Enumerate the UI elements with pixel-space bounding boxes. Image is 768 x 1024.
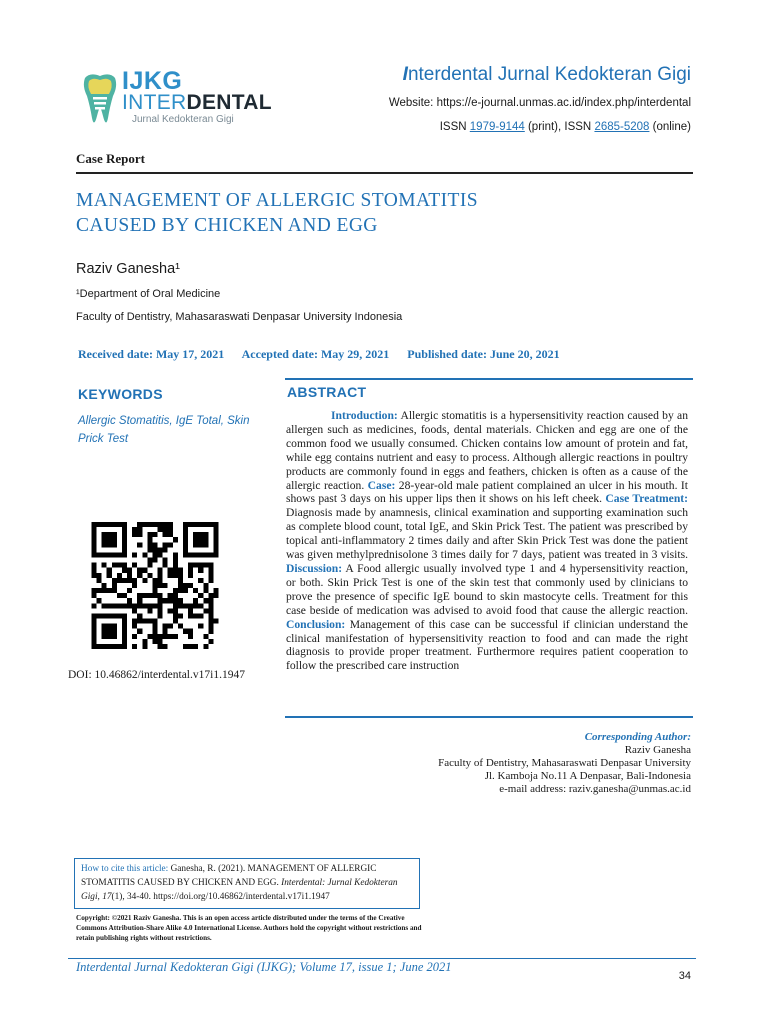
journal-website[interactable]: Website: https://e-journal.unmas.ac.id/index.php/interdental bbox=[388, 97, 691, 109]
header-divider bbox=[76, 172, 693, 174]
author-name: Raziv Ganesha¹ bbox=[76, 261, 180, 277]
keywords-heading: KEYWORDS bbox=[78, 386, 163, 402]
logo-wordmark: INTERDENTAL bbox=[122, 91, 272, 114]
copyright-notice: Copyright: ©2021 Raziv Ganesha. This is an open access article distributed under the terms of the Creative Commons Attribution-Share Alike 4.0 International License. Authors hold the copyright without restrictions and retain publishing rights without restrictions. bbox=[76, 914, 422, 942]
author-email[interactable]: e-mail address: raziv.ganesha@unmas.ac.id bbox=[499, 783, 691, 795]
journal-title: Interdental Jurnal Kedokteran Gigi bbox=[402, 64, 691, 85]
qr-code-icon[interactable] bbox=[90, 522, 220, 649]
tooth-logo-icon bbox=[82, 72, 118, 130]
article-title: MANAGEMENT OF ALLERGIC STOMATITIS CAUSED BY CHICKEN AND EGG bbox=[76, 190, 478, 236]
discussion-label: Discussion: bbox=[286, 561, 343, 575]
affiliation-faculty: Faculty of Dentistry, Mahasaraswati Denpasar University Indonesia bbox=[76, 311, 403, 323]
logo-acronym: IJKG bbox=[122, 67, 183, 95]
published-date: Published date: June 20, 2021 bbox=[407, 347, 560, 361]
journal-logo bbox=[82, 68, 312, 130]
citation-box: How to cite this article: Ganesha, R. (2021). MANAGEMENT OF ALLERGIC STOMATITIS CAUSED BY CHICKEN AND EGG. Interdental: Jurnal Kedokteran Gigi, 17(1), 34-40. https://doi.org/10.46862/interdental.v17i1.1947 bbox=[74, 858, 420, 909]
page-number: 34 bbox=[678, 970, 691, 982]
abstract-bottom-rule bbox=[285, 716, 693, 718]
footer-divider bbox=[68, 958, 696, 959]
corresponding-author: Corresponding Author: Raziv Ganesha Faculty of Dentistry, Mahasaraswati Denpasar University Jl. Kamboja No.11 A Denpasar, Bali-Indonesia e-mail address: raziv.ganesha@unmas.ac.id bbox=[438, 731, 691, 795]
issn-print-link[interactable]: 1979-9144 bbox=[469, 121, 525, 133]
doi-link[interactable]: DOI: 10.46862/interdental.v17i1.1947 bbox=[68, 669, 245, 681]
footer-journal: Interdental Jurnal Kedokteran Gigi (IJKG); Volume 17, issue 1; June 2021 bbox=[76, 960, 452, 974]
treatment-label: Case Treatment: bbox=[605, 492, 688, 506]
article-type: Case Report bbox=[76, 151, 145, 166]
abstract-heading: ABSTRACT bbox=[287, 384, 367, 400]
affiliation-department: ¹Department of Oral Medicine bbox=[76, 288, 221, 300]
issn-online-link[interactable]: 2685-5208 bbox=[594, 121, 650, 133]
accepted-date: Accepted date: May 29, 2021 bbox=[241, 347, 390, 361]
abstract-body: Introduction: Allergic stomatitis is a hypersensitivity reaction caused by an allergen such as medicines, foods, dental materials. Chicken and egg are one of the common food we usually consumed. Chicken contains low amount of protein and fat, while egg contains nutrient and easy to process. Although allergic reactions in poultry products are commonly found in eggs and feathers, chicken is often as a cause of the allergic reaction. Case: 28-year-old male patient complained an ulcer in his mouth. It shows past 3 days on his upper lips then it shows on his left cheek. Case Treatment: Diagnosis made by anamnesis, clinical examination and supporting examination such as complete blood count, total IgE, and Skin Prick Test. The patient was prescribed by topical anti-inflammatory 2 times daily and after Skin Prick Test was done the patient was given methylprednisolone 3 times daily for 7 days, patient was treated in 3 visits. Discussion: A Food allergic usually involved type 1 and 4 hypersensitivity reaction, or both. Skin Prick Test is one of the skin test that commonly used by clinicians to prove the presence of specific IgE bound to skin mastocyte cells. Treatment for this case beside of medication was advised to avoid food that cause the allergic reaction. Conclusion: Management of this case can be successful if clinician understand the clinical manifestation of hypersensitivity reaction to food and can made the right diagnosis to provide proper treatment. Furthermore requires patient cooperation to follow the prescribed care instruction bbox=[286, 409, 688, 673]
logo-subtitle: Jurnal Kedokteran Gigi bbox=[132, 114, 234, 125]
abstract-top-rule bbox=[285, 378, 693, 380]
conclusion-label: Conclusion: bbox=[286, 617, 346, 631]
intro-label: Introduction: bbox=[331, 409, 398, 422]
case-label: Case: bbox=[367, 478, 396, 492]
issn-line: ISSN 1979-9144 (print), ISSN 2685-5208 (online) bbox=[439, 121, 691, 133]
keywords-text: Allergic Stomatitis, IgE Total, Skin Prick Test bbox=[78, 415, 250, 445]
received-date: Received date: May 17, 2021 bbox=[78, 347, 225, 361]
article-dates bbox=[78, 347, 575, 362]
